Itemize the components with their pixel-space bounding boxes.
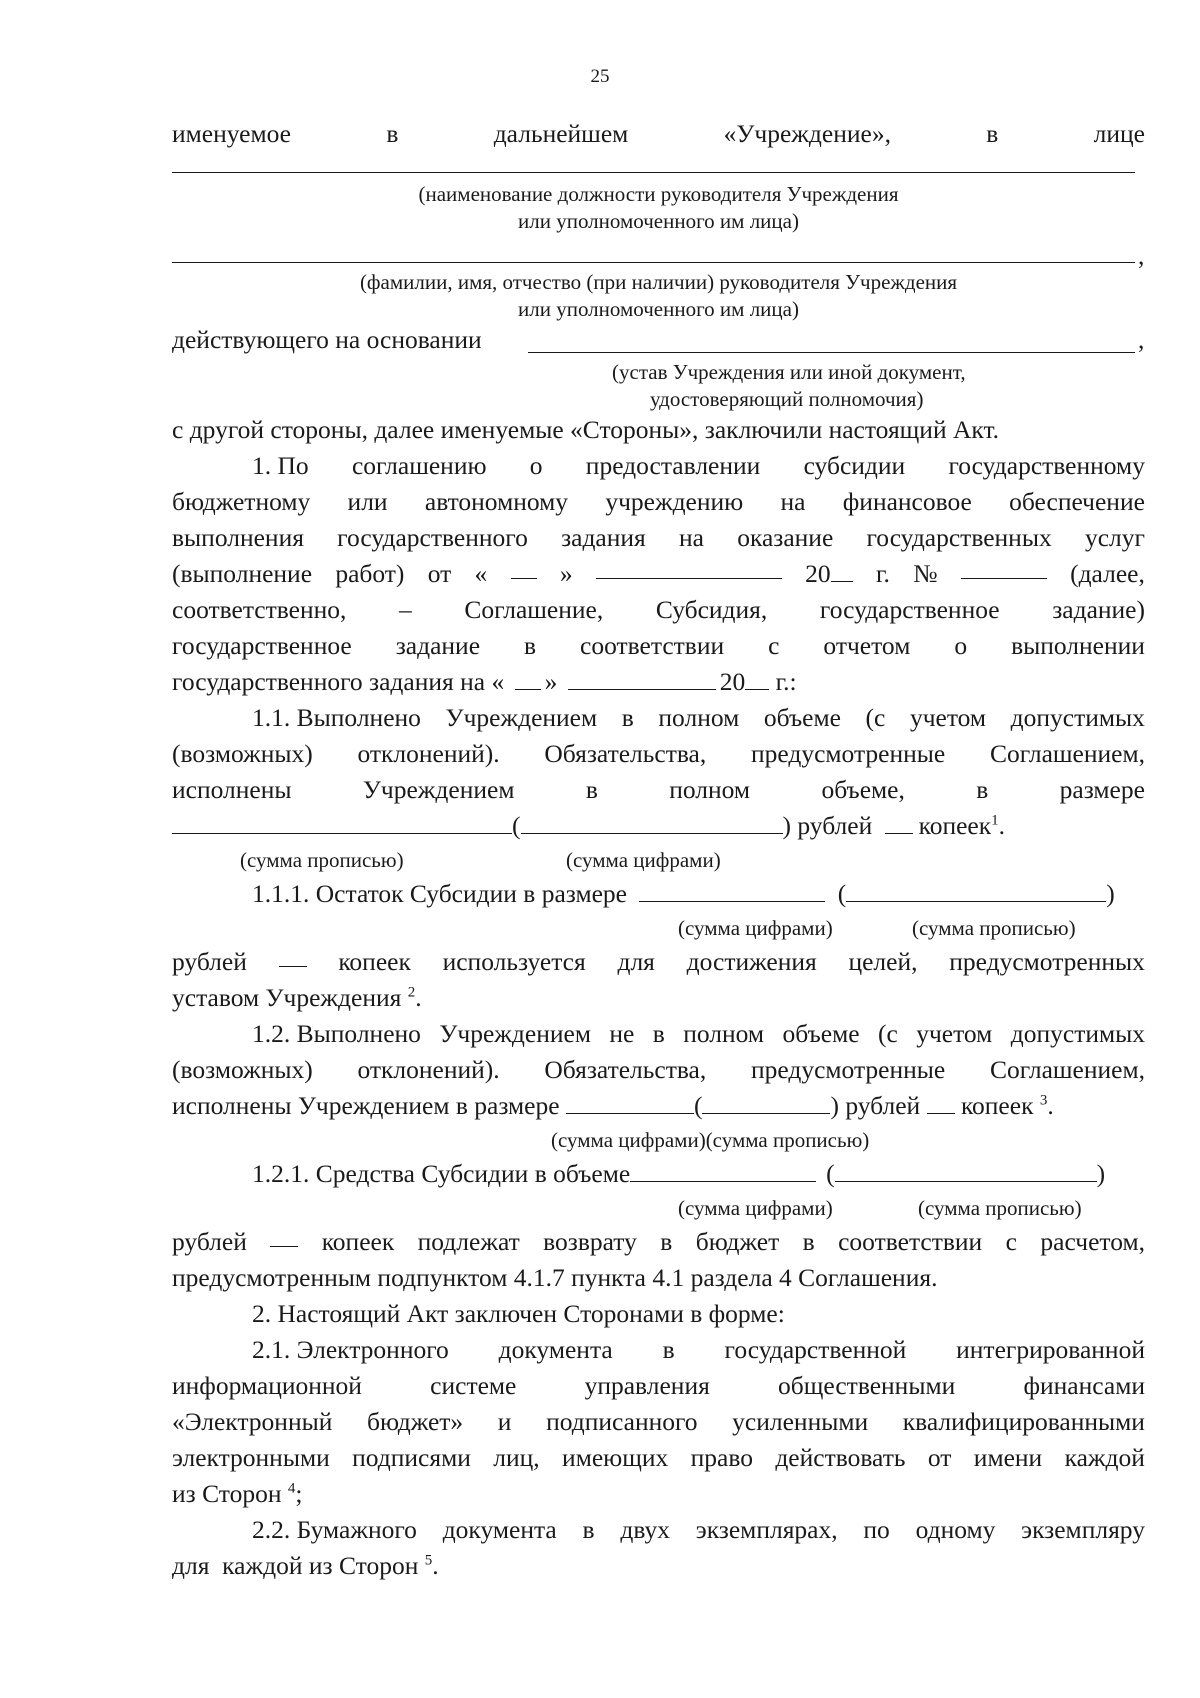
- acting-label: действующего на основании: [172, 325, 482, 354]
- word: подписями: [352, 1443, 471, 1472]
- period: .: [1047, 1091, 1054, 1120]
- word: дальнейшем: [493, 119, 629, 148]
- footnote-mark: 3: [1039, 1092, 1048, 1109]
- basis-caption-1: (устав Учреждения или иной документ,: [612, 360, 966, 384]
- amount-words-blank: [702, 1091, 830, 1114]
- word: г.:: [775, 667, 797, 696]
- kopecks-label: копеек: [954, 1091, 1040, 1120]
- word: задания: [561, 523, 646, 552]
- comma: ,: [1138, 241, 1145, 270]
- word: в: [621, 703, 634, 732]
- word: право: [690, 1443, 753, 1472]
- word: не: [609, 1019, 635, 1048]
- kopecks-blank: [279, 944, 307, 967]
- word: предоставлении: [585, 451, 761, 480]
- day-blank: [515, 667, 541, 690]
- word: системе: [430, 1371, 517, 1400]
- word: информационной: [172, 1371, 362, 1400]
- word: на: [780, 487, 806, 516]
- p2-line: 2. Настоящий Акт заключен Сторонами в форме:: [252, 1299, 785, 1328]
- p22-line: [172, 1512, 1145, 1548]
- kopecks-label: копеек: [918, 811, 992, 840]
- word: в: [986, 119, 999, 148]
- word: (возможных): [172, 1055, 313, 1084]
- word: в: [524, 631, 537, 660]
- word: предусмотренных: [949, 947, 1145, 976]
- word: Обязательства,: [544, 739, 707, 768]
- word: Учреждением: [362, 775, 515, 804]
- number-blank: [961, 556, 1047, 579]
- p111-line: [172, 980, 1145, 1016]
- year-group: [805, 556, 853, 592]
- word: одному: [915, 1515, 996, 1544]
- word: в: [660, 1227, 673, 1256]
- p21-line: [172, 1476, 1145, 1512]
- word: подписанного: [546, 1407, 698, 1436]
- word: целей,: [848, 947, 918, 976]
- text: уставом Учреждения: [172, 983, 408, 1012]
- word: на: [679, 523, 704, 552]
- amount-words-blank: [172, 811, 512, 834]
- word: учетом: [916, 1019, 993, 1048]
- word: выполнении: [1011, 631, 1145, 660]
- word: объеме,: [821, 775, 905, 804]
- p21-line: [172, 1404, 1145, 1440]
- word: исполнены: [172, 775, 292, 804]
- word: квалифицированными: [902, 1407, 1145, 1436]
- word: Учреждением: [445, 703, 598, 732]
- open-paren: (: [512, 811, 521, 840]
- word: объеме: [763, 703, 841, 732]
- word: расчетом,: [1040, 1227, 1145, 1256]
- footnote-mark: 2: [407, 984, 416, 1001]
- word: достижения: [686, 947, 817, 976]
- p12-line: [172, 1016, 1145, 1052]
- word: государственной: [724, 1335, 907, 1364]
- rubles-label: ) рублей: [782, 811, 873, 840]
- word: в: [582, 1515, 595, 1544]
- word: »: [559, 559, 573, 588]
- word: государственное: [819, 595, 1000, 624]
- word: действовать: [775, 1443, 906, 1472]
- word: №: [913, 559, 938, 588]
- p121-line: [172, 1224, 1145, 1260]
- word: задание): [1052, 595, 1145, 624]
- footnote-mark: 4: [287, 1480, 296, 1497]
- year-blank: [831, 559, 853, 582]
- word: (с: [865, 703, 886, 732]
- kopecks-blank: [927, 1091, 955, 1114]
- word: (возможных): [172, 739, 313, 768]
- word: «Учреждение»,: [723, 119, 891, 148]
- word: государственное: [172, 631, 352, 660]
- caption-words: (сумма прописью): [240, 848, 404, 872]
- p21-line: [172, 1440, 1145, 1476]
- word: (с: [877, 1019, 898, 1048]
- intro-line: [172, 116, 1145, 152]
- word: Субсидия,: [655, 595, 768, 624]
- word: подлежат: [417, 1227, 520, 1256]
- word: 1.2. Выполнено: [252, 1019, 421, 1048]
- p21-line: [172, 1368, 1145, 1404]
- word: документа: [498, 1335, 613, 1364]
- word: в: [802, 1227, 815, 1256]
- word: допустимых: [1010, 703, 1145, 732]
- rubles-label: ) рублей: [830, 1091, 927, 1120]
- word: услуг: [1084, 523, 1145, 552]
- word: 1. По: [252, 451, 309, 480]
- word: (выполнение: [172, 559, 313, 588]
- word: 2.1. Электронного: [252, 1335, 449, 1364]
- word: полном: [683, 1019, 765, 1048]
- fio-blank-line: [172, 262, 1135, 263]
- word: государственного: [337, 523, 528, 552]
- word: от: [927, 1443, 952, 1472]
- word: работ): [335, 559, 405, 588]
- word: или: [347, 487, 388, 516]
- word: –: [398, 595, 412, 624]
- month-blank: [596, 556, 782, 579]
- p22-line: [172, 1548, 1145, 1584]
- p1-line: [172, 556, 1145, 592]
- other-side-line: с другой стороны, далее именуемые «Стороны», заключили настоящий Акт.: [172, 415, 1000, 444]
- p1-line: [172, 628, 1145, 664]
- word: бюджетному: [172, 487, 311, 516]
- caption-words: (сумма прописью): [918, 1196, 1082, 1220]
- p21-line: [172, 1332, 1145, 1368]
- word: соответственно,: [172, 595, 347, 624]
- word: лиц,: [493, 1443, 540, 1472]
- word: экземпляру: [1021, 1515, 1145, 1544]
- word: 2.2. Бумажного: [252, 1515, 417, 1544]
- word: субсидии: [803, 451, 906, 480]
- word: предусмотренные: [750, 739, 946, 768]
- word: соответствии: [838, 1227, 983, 1256]
- word: допустимых: [1010, 1019, 1145, 1048]
- p12-label: исполнены Учреждением в размере: [172, 1091, 566, 1120]
- word: каждой: [1064, 1443, 1145, 1472]
- word: от: [427, 559, 452, 588]
- p111-line: [172, 876, 1145, 912]
- kopecks-blank: [885, 811, 913, 834]
- word: о: [529, 451, 543, 480]
- p11-line: [172, 736, 1145, 772]
- word: полном: [669, 775, 751, 804]
- amount-words-blank: [835, 1159, 1097, 1182]
- word: отклонений).: [357, 739, 500, 768]
- amount-digits-blank: [639, 879, 825, 902]
- p1-line: [172, 520, 1145, 556]
- p11-line: [172, 700, 1145, 736]
- word: Соглашением,: [989, 1055, 1145, 1084]
- word: с: [1005, 1227, 1017, 1256]
- day-blank: [511, 556, 537, 579]
- word: 20: [805, 559, 831, 588]
- amount-digits-blank: [630, 1159, 816, 1182]
- word: возврату: [543, 1227, 637, 1256]
- period: .: [998, 811, 1005, 840]
- word: рублей: [172, 1227, 247, 1256]
- caption-digits: (сумма цифрами): [678, 916, 833, 940]
- word: копеек: [338, 947, 411, 976]
- word: бюджет»: [366, 1407, 464, 1436]
- word: предусмотренные: [750, 1055, 946, 1084]
- word: полном: [658, 703, 740, 732]
- text: для каждой из Сторон: [172, 1551, 425, 1580]
- amount-digits-blank: [521, 811, 783, 834]
- word: и: [497, 1407, 512, 1436]
- word: 1.1. Выполнено: [252, 703, 421, 732]
- open-paren: (: [837, 879, 847, 908]
- word: по: [863, 1515, 890, 1544]
- word: «: [474, 559, 488, 588]
- word: обеспечение: [1009, 487, 1145, 516]
- p1-line: [172, 664, 1145, 700]
- word: двух: [620, 1515, 671, 1544]
- word: задание: [395, 631, 481, 660]
- period: .: [432, 1551, 439, 1580]
- close-paren: ): [1106, 879, 1115, 908]
- word: размере: [1059, 775, 1145, 804]
- p121-line: предусмотренным подпунктом 4.1.7 пункта 4.1 раздела 4 Соглашения.: [172, 1263, 938, 1292]
- word: рублей: [172, 947, 247, 976]
- caption-digits: (сумма цифрами): [678, 1196, 833, 1220]
- word: Соглашение,: [464, 595, 604, 624]
- word: в: [662, 1335, 675, 1364]
- word: Соглашением,: [989, 739, 1145, 768]
- word: «Электронный: [172, 1407, 333, 1436]
- amount-words-blank: [846, 879, 1106, 902]
- word: оказание: [737, 523, 834, 552]
- p12-amount-line: [172, 1088, 1145, 1124]
- position-blank-line: [172, 172, 1135, 173]
- word: управления: [584, 1371, 710, 1400]
- period: .: [415, 983, 422, 1012]
- basis-caption-2: удостоверяющий полномочия): [650, 387, 924, 411]
- word: в: [386, 119, 399, 148]
- comma: ,: [1138, 325, 1145, 354]
- open-paren: (: [693, 1091, 703, 1120]
- word: соглашению: [351, 451, 487, 480]
- word: государственному: [948, 451, 1145, 480]
- p11-amount-line: [172, 808, 1145, 844]
- word: учетом: [909, 703, 987, 732]
- word: выполнения: [172, 523, 304, 552]
- caption-digits: (сумма цифрами): [566, 848, 721, 872]
- word: с: [768, 631, 780, 660]
- p121-line: [172, 1156, 1145, 1192]
- word: в: [976, 775, 989, 804]
- word: электронными: [172, 1443, 330, 1472]
- word: »: [544, 667, 558, 696]
- p121-label: 1.2.1. Средства Субсидии в объеме: [252, 1159, 631, 1188]
- word: документа: [442, 1515, 557, 1544]
- p12-line: [172, 1052, 1145, 1088]
- fio-caption-2: или уполномоченного им лица): [518, 297, 799, 321]
- kopecks-blank: [270, 1224, 298, 1247]
- word: имени: [973, 1443, 1043, 1472]
- word: интегрированной: [956, 1335, 1145, 1364]
- word: о: [954, 631, 968, 660]
- caption-digits-words: (сумма цифрами)(сумма прописью): [551, 1128, 870, 1152]
- month-blank: [568, 667, 716, 690]
- word: Обязательства,: [544, 1055, 707, 1084]
- footnote-mark: 5: [424, 1552, 433, 1569]
- word: используется: [442, 947, 586, 976]
- caption-words: (сумма прописью): [912, 916, 1076, 940]
- word: г.: [875, 559, 890, 588]
- p1-line: [172, 448, 1145, 484]
- word: копеек: [321, 1227, 395, 1256]
- word: Учреждением: [439, 1019, 591, 1048]
- word: учреждению: [605, 487, 744, 516]
- p11-line: [172, 772, 1145, 808]
- word: в: [652, 1019, 665, 1048]
- word: отклонений).: [357, 1055, 500, 1084]
- word: финансовое: [842, 487, 972, 516]
- p111-label: 1.1.1. Остаток Субсидии в размере: [252, 879, 628, 908]
- word: в: [585, 775, 598, 804]
- close-paren: ): [1096, 1159, 1106, 1188]
- word: государственных: [866, 523, 1052, 552]
- semicolon: ;: [295, 1479, 303, 1508]
- word: усиленными: [732, 1407, 869, 1436]
- word: для: [617, 947, 655, 976]
- basis-blank-line: [528, 352, 1135, 353]
- word: имеющих: [562, 1443, 669, 1472]
- word: 20: [719, 667, 746, 696]
- word: лице: [1093, 119, 1145, 148]
- page-number: 25: [590, 66, 610, 87]
- word: именуемое: [172, 119, 291, 148]
- word: финансами: [1023, 1371, 1145, 1400]
- position-caption-2: или уполномоченного им лица): [518, 209, 799, 233]
- word: автономному: [424, 487, 569, 516]
- word: государственного задания на «: [172, 667, 505, 696]
- fio-caption-1: (фамилии, имя, отчество (при наличии) руководителя Учреждения: [359, 270, 958, 294]
- word: отчетом: [823, 631, 911, 660]
- p111-line: [172, 944, 1145, 980]
- word: бюджет: [695, 1227, 780, 1256]
- word: экземплярах,: [695, 1515, 838, 1544]
- word: соответствии: [580, 631, 725, 660]
- amount-digits-blank: [566, 1091, 694, 1114]
- footnote-mark: 1: [991, 812, 999, 829]
- p1-line: [172, 592, 1145, 628]
- position-caption-1: (наименование должности руководителя Учреждения: [418, 182, 899, 206]
- word: объеме: [782, 1019, 860, 1048]
- word: (далее,: [1070, 559, 1145, 588]
- year-blank: [745, 667, 769, 690]
- word: общественными: [778, 1371, 956, 1400]
- p1-line: [172, 484, 1145, 520]
- open-paren: (: [826, 1159, 835, 1188]
- text: из Сторон: [172, 1479, 288, 1508]
